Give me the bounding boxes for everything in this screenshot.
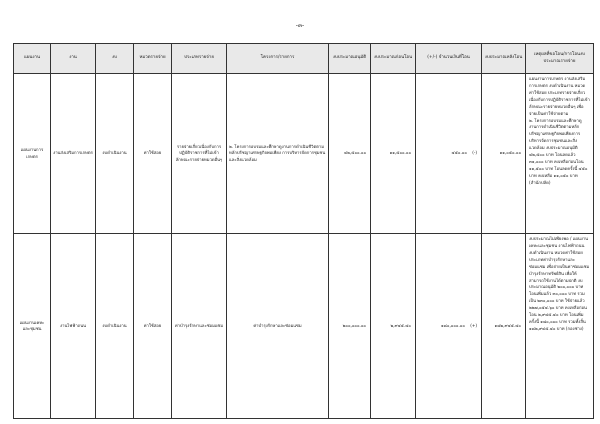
- cell-after-transfer: ๑๘๒,๙๔๕.๔๐: [482, 234, 526, 419]
- cell-expense-type: รายจ่ายเกี่ยวเนื่องกับการปฏิบัติราชการที่ไม่เข้าลักษณะรายจ่ายหมวดอื่นๆ: [172, 74, 227, 234]
- cell-approved: ๒๐๐,๐๐๐.๐๐: [329, 234, 371, 419]
- header-project: โครงการ/รายการ: [227, 44, 329, 74]
- budget-transfer-table: [13, 43, 594, 419]
- cell-approved: ๔๒,๕๐๐.๐๐: [329, 74, 371, 234]
- cell-expense-type: ค่าบำรุงรักษาและซ่อมแซม: [172, 234, 227, 419]
- cell-project: ค่าบำรุงรักษาและซ่อมแซม: [227, 234, 329, 419]
- table-row: [14, 74, 594, 234]
- cell-plan: แผนงานเคหะและชุมชน: [14, 234, 51, 419]
- header-work: งาน: [51, 44, 96, 74]
- table-row: [14, 234, 594, 419]
- cell-budget-type: งบดำเนินงาน: [96, 234, 134, 419]
- cell-reason: [526, 74, 594, 234]
- reason-paragraph: แผนงานการเกษตร งานส่งเสริมการเกษตร งบดำเนินงาน หมวดค่าใช้สอย ประเภทรายจ่ายเกี่ยวเนื่องกับการปฏิบัติราชการที่ไม่เข้าลักษณะรายจ่ายหมวดอื่นๆ เพื่อจ่ายเป็นค่าใช้จ่ายตาม: [529, 76, 590, 116]
- header-approved: งบประมาณอนุมัติ: [329, 44, 371, 74]
- cell-work: งานส่งเสริมการเกษตร: [51, 74, 96, 234]
- reason-paragraph: ๒. โครงการอบรมและศึกษาดูงานการดำเนินชีวิตตามหลักปรัชญาเศรษฐกิจพอเพียงการบริหารจัดการชุมชนและสิ่งแวดล้อม งบประมาณอนุมัติ ๔๒,๕๐๐ บาท โอนลดแล้ว ๓๑,๐๐๐ บาท คงเหลือก่อนโอน ๑๑,๕๐๐ บาท โอนลดครั้งนี้ ๔๕๐ บาท คงเหลือ ๑๑,๐๕๐ บาท (สำนักปลัด): [529, 117, 588, 185]
- header-plan: แผนงาน: [14, 44, 51, 74]
- cell-transfer-amount: [416, 74, 482, 234]
- header-budget-type: งบ: [96, 44, 134, 74]
- transfer-amount-value: ๔๕๐.๐๐: [451, 150, 467, 156]
- cell-transfer-amount: [416, 234, 482, 419]
- page-number: -๓-: [295, 22, 305, 29]
- table-header-row: [14, 44, 594, 74]
- transfer-sign: (+): [470, 322, 477, 328]
- transfer-amount-value: ๑๘๐,๐๐๐.๐๐: [441, 322, 465, 328]
- cell-work: งานไฟฟ้าถนน: [51, 234, 96, 419]
- header-expense-type: ประเภทรายจ่าย: [172, 44, 227, 74]
- cell-budget-type: งบดำเนินงาน: [96, 74, 134, 234]
- header-before-transfer: งบประมาณก่อนโอน: [371, 44, 416, 74]
- cell-before-transfer: ๒,๙๔๕.๔๐: [371, 234, 416, 419]
- transfer-sign: (-): [472, 150, 477, 156]
- cell-category: ค่าใช้สอย: [134, 74, 172, 234]
- cell-reason: [526, 234, 594, 419]
- header-reason: เหตุผลที่ขอโอน/การโอนงบประมาณรายจ่าย: [526, 44, 594, 74]
- header-transfer-amount: (+/-) จำนวนเงินที่โอน: [416, 44, 482, 74]
- cell-plan: แผนงานการเกษตร: [14, 74, 51, 234]
- reason-paragraph: งบประมาณไม่เพียงพอ / แผนงานเคหะและชุมชน งานไฟฟ้าถนน งบดำเนินงาน หมวดค่าใช้สอย ประเภทค่าบำรุงรักษาและซ่อมแซม เพื่อจ่ายเป็นค่าซ่อมแซมบำรุงรักษาทรัพย์สิน เพื่อให้สามารถใช้งานได้ตามปกติ งบประมาณอนุมัติ ๒๐๐,๐๐๐ บาท โอนเพิ่มแล้ว ๓๐,๐๐๐ บาท รวมเป็น ๒๓๐,๐๐๐ บาท ใช้จ่ายแล้ว ๒๒๗,๐๕๔.๖๐ บาท คงเหลือก่อนโอน ๒,๙๔๕.๔๐ บาท โอนเพิ่มครั้งนี้ ๑๘๐,๐๐๐ บาท รวมทั้งสิ้น ๑๘๒,๙๔๕.๔๐ บาท (กองช่าง): [529, 236, 590, 331]
- cell-after-transfer: ๑๑,๐๕๐.๐๐: [482, 74, 526, 234]
- cell-project: ๒. โครงการอบรมและศึกษาดูงานการดำเนินชีวิตตามหลักปรัชญาเศรษฐกิจพอเพียง การบริหารจัดการชุมชน และสิ่งแวดล้อม: [227, 74, 329, 234]
- cell-before-transfer: ๑๑,๕๐๐.๐๐: [371, 74, 416, 234]
- cell-category: ค่าใช้สอย: [134, 234, 172, 419]
- header-category: หมวดรายจ่าย: [134, 44, 172, 74]
- header-after-transfer: งบประมาณหลังโอน: [482, 44, 526, 74]
